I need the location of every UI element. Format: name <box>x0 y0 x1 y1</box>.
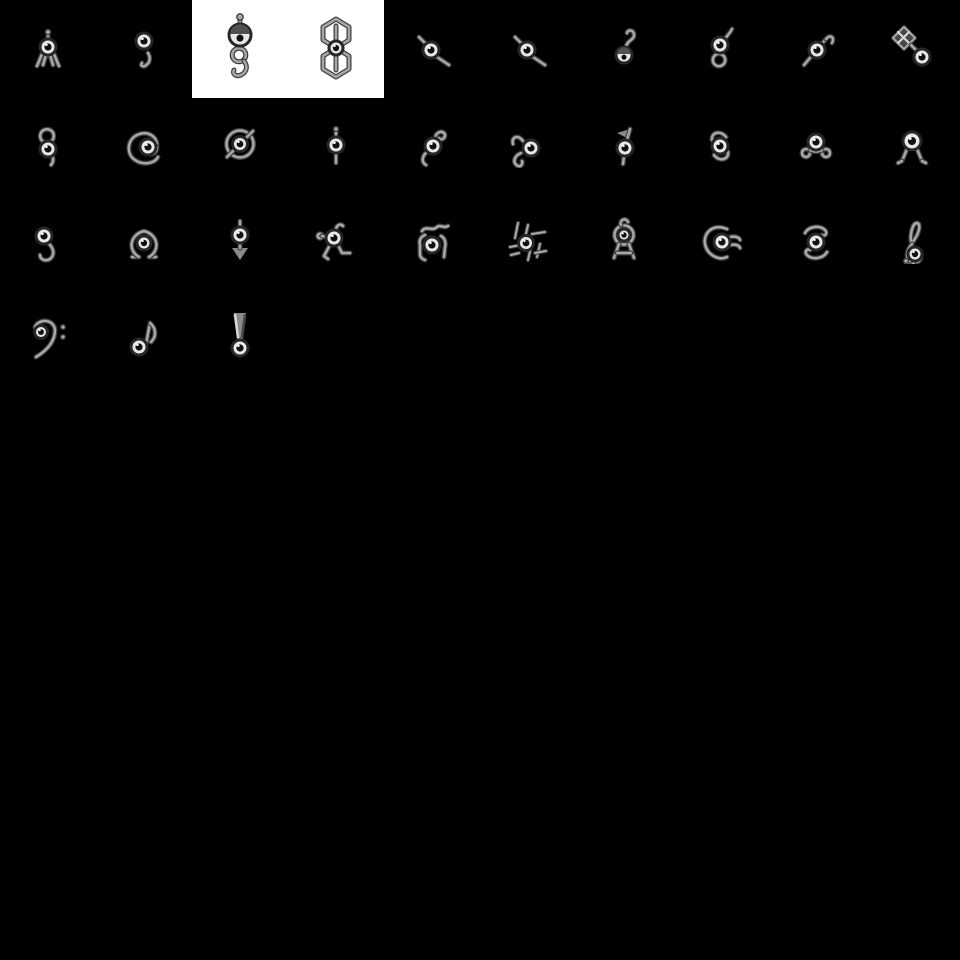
sprite-unown-g-large <box>202 10 278 86</box>
sprite-unown-circle-slash <box>216 120 264 168</box>
sprite-unown-flag <box>600 120 648 168</box>
sprite-unown-arcs <box>792 216 840 264</box>
sprite-unown-j <box>24 216 72 264</box>
sprite-unown-flag-diamond <box>888 24 936 72</box>
sprite-unown-curves <box>696 120 744 168</box>
sprite-unown-hexlink-large <box>298 10 374 86</box>
sprite-unown-note <box>120 312 168 360</box>
sprite-unown-ring-legs <box>600 216 648 264</box>
sprite-unown-arrow <box>216 216 264 264</box>
sprite-unown-bass-clef <box>24 312 72 360</box>
sprite-unown-tilde-brackets <box>408 216 456 264</box>
sprite-unown-semicolon <box>120 24 168 72</box>
sprite-unown-i <box>312 120 360 168</box>
sprite-unown-loop <box>696 24 744 72</box>
sprite-unown-figure <box>312 216 360 264</box>
sprite-unown-legs <box>888 120 936 168</box>
sprite-unown-a <box>24 24 72 72</box>
sprite-unown-slash-b <box>504 24 552 72</box>
sprite-unown-twin-rings <box>792 120 840 168</box>
sprite-unown-loop-tail <box>24 120 72 168</box>
sprite-unown-slash-hook <box>792 24 840 72</box>
sprite-unown-hash <box>504 216 552 264</box>
sprite-unown-curl-hook <box>408 120 456 168</box>
sprite-unown-at <box>120 120 168 168</box>
sprite-unown-slash-a <box>408 24 456 72</box>
sprite-unown-curl <box>600 24 648 72</box>
sprite-unown-treble-clef <box>888 216 936 264</box>
sprite-unown-hooks <box>504 120 552 168</box>
sprite-unown-omega <box>120 216 168 264</box>
sprite-unown-euro <box>696 216 744 264</box>
sprite-unown-exclaim <box>216 312 264 360</box>
